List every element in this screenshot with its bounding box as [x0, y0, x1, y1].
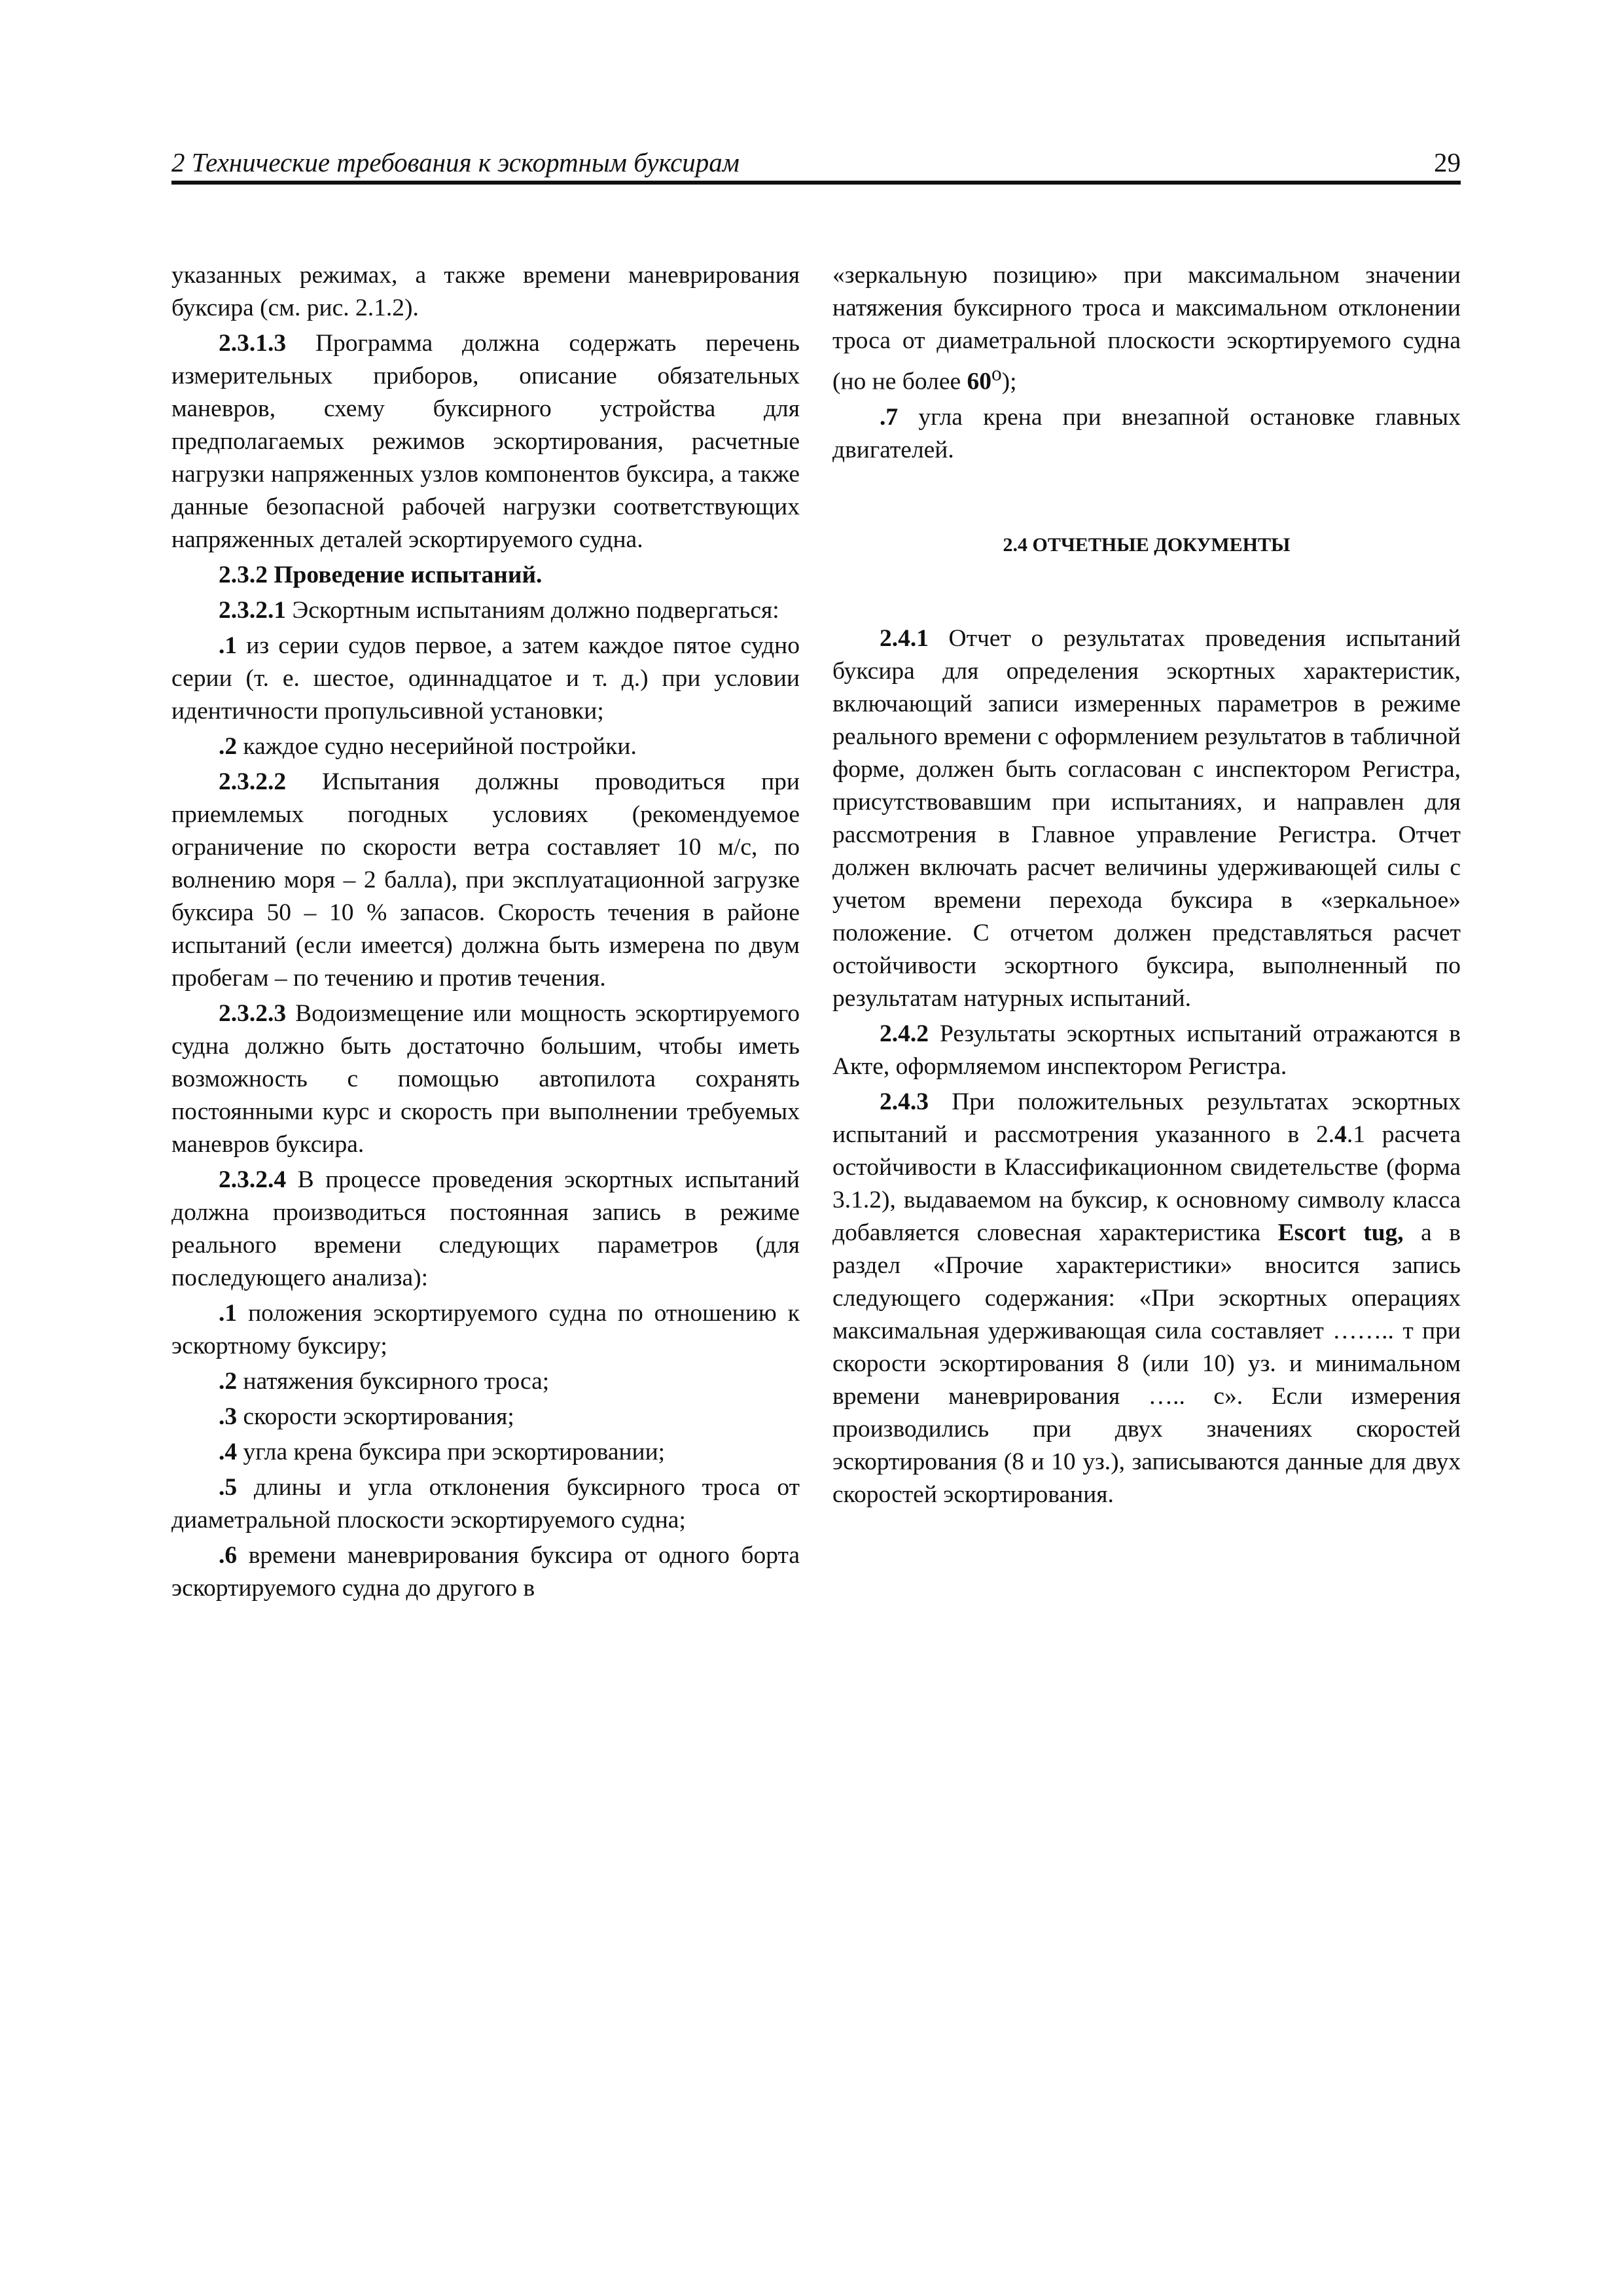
paragraph: 2.3.2.3 Водоизмещение или мощность эскортируемого судна должно быть достаточно большим, чтобы иметь возможность с помощью автопилота сохранять постоянными курс и скорость при выполнении требуемых маневров буксира. [171, 1000, 800, 1158]
item-number: .2 [219, 1368, 238, 1395]
item-number: .5 [219, 1474, 238, 1501]
item-number: .3 [219, 1403, 238, 1430]
page-number: 29 [1434, 147, 1461, 177]
clause-number: 2.4.3 [880, 1088, 929, 1115]
running-header [171, 143, 1461, 185]
clause-number: 2.4.1 [880, 624, 929, 652]
item-number: .1 [219, 1300, 238, 1327]
item-number: .2 [219, 733, 238, 760]
paragraph: указанных режимах, а также времени маневрирования буксира (см. рис. 2.1.2). [171, 262, 800, 321]
item-number: .4 [219, 1439, 238, 1465]
clause-number: 2.3.1.3 [219, 330, 287, 357]
right-column [832, 259, 1461, 1514]
list-item: .3 скорости эскортирования; [219, 1403, 514, 1430]
paragraph: 2.3.2.4 В процессе проведения эскортных испытаний должна производиться постоянная запись в режиме реального времени следующих параметров (для последующего анализа): [171, 1166, 800, 1291]
item-number: .7 [880, 403, 899, 431]
section-heading: 2.4 ОТЧЕТНЫЕ ДОКУМЕНТЫ [1003, 533, 1291, 556]
item-number: .1 [219, 632, 238, 659]
clause-number: 2.3.2.1 [219, 597, 287, 624]
list-item: .6 времени маневрирования буксира от одного борта эскортируемого судна до другого в [171, 1542, 800, 1602]
list-item: .4 угла крена буксира при эскортировании; [219, 1439, 666, 1465]
left-column [171, 259, 800, 1607]
list-item: .2 натяжения буксирного троса; [219, 1368, 550, 1395]
class-notation: Escort tug, [1277, 1219, 1404, 1246]
paragraph: 2.3.1.3 Программа должна содержать перечень измерительных приборов, описание обязательных маневров, схему буксирного устройства для предполагаемых режимов эскортирования, расчетные нагрузки напряженных узлов компонентов буксира, а также данные безопасной рабочей нагрузки соответствующих напряженных деталей эскортируемого судна. [171, 330, 800, 553]
clause-number: 2.3.2.3 [219, 1000, 287, 1027]
list-item: .2 каждое судно несерийной постройки. [219, 733, 637, 760]
paragraph: 2.3.2.2 Испытания должны проводиться при приемлемых погодных условиях (рекомендуемое ограничение по скорости ветра составляет 10 м/с, по волнению моря – 2 балла), при эксплуатационной загрузке буксира 50 – 10 % запасов. Скорость течения в районе испытаний (если имеется) должна быть измерена по двум пробегам – по течению и против течения. [171, 768, 800, 992]
subsection-heading: 2.3.2 Проведение испытаний. [219, 562, 543, 588]
paragraph: «зеркальную позицию» при максимальном значении натяжения буксирного троса и максимальном отклонении троса от диаметральной плоскости эскортируемого судна (но не более 60$^o$); [832, 262, 1461, 395]
paragraph: 2.3.2.1 Эскортным испытаниям должно подвергаться: [219, 597, 779, 624]
item-number: .6 [219, 1542, 238, 1569]
header-title: 2 Технические требования к эскортным буксирам [171, 147, 740, 177]
clause-number: 2.4.2 [880, 1020, 929, 1047]
clause-number: 2.3.2.4 [219, 1166, 287, 1193]
paragraph: 2.4.2 Результаты эскортных испытаний отражаются в Акте, оформляемом инспектором Регистра. [832, 1020, 1461, 1080]
clause-number: 2.3.2.2 [219, 768, 287, 795]
paragraph: 2.4.1 Отчет о результатах проведения испытаний буксира для определения эскортных характеристик, включающий записи измеренных параметров в режиме реального времени с оформлением результатов в табличной форме, должен быть согласован с инспектором Регистра, присутствовавшим при испытаниях, и направлен для рассмотрения в Главное управление Регистра. Отчет должен включать расчет величины удерживающей силы с учетом времени перехода буксира в «зеркальное» положение. С отчетом должен представляться расчет остойчивости эскортного буксира, выполненный по результатам натурных испытаний. [832, 624, 1461, 1012]
list-item: .1 положения эскортируемого судна по отношению к эскортному буксиру; [171, 1300, 800, 1359]
list-item: .7 угла крена при внезапной остановке главных двигателей. [832, 403, 1461, 463]
list-item: .5 длины и угла отклонения буксирного троса от диаметральной плоскости эскортируемого судна; [171, 1474, 800, 1534]
paragraph: 2.4.3 При положительных результатах эскортных испытаний и рассмотрения указанного в 2.4.1 расчета остойчивости в Классификационном свидетельстве (форма 3.1.2), выдаваемом на буксир, к основному символу класса добавляется словесная характеристика Escort tug, а в раздел «Прочие характеристики» вносится запись следующего содержания: «При эскортных операциях максимальная удерживающая сила составляет …….. т при скорости эскортирования 8 (или 10) уз. и минимальном времени маневрирования ….. с». Если измерения производились при двух значениях скоростей эскортирования (8 и 10 уз.), записываются данные для двух скоростей эскортирования. [832, 1088, 1461, 1508]
list-item: .1 из серии судов первое, а затем каждое пятое судно серии (т. е. шестое, одиннадцатое и т. д.) при условии идентичности пропульсивной установки; [171, 632, 800, 725]
